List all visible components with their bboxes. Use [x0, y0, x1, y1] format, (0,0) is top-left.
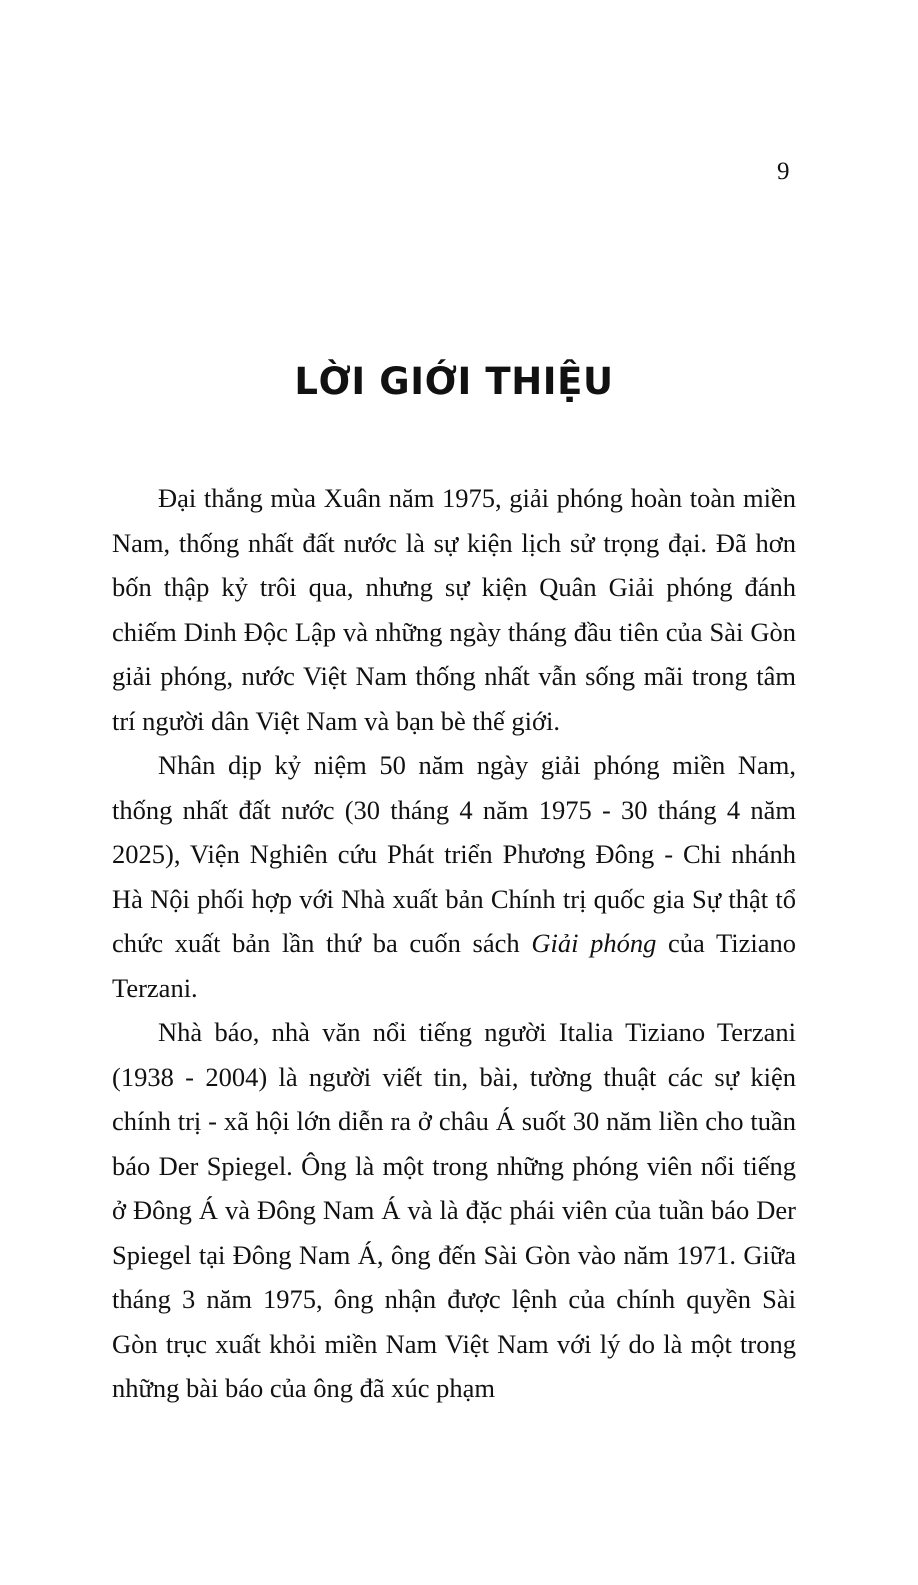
page-title: LỜI GIỚI THIỆU [294, 360, 614, 403]
body-paragraph-1: Đại thắng mùa Xuân năm 1975, giải phóng hoàn toàn miền Nam, thống nhất đất nước là sự kiện lịch sử trọng đại. Đã hơn bốn thập kỷ trôi qua, nhưng sự kiện Quân Giải phóng đánh chiếm Dinh Độc Lập và những ngày tháng đầu tiên của Sài Gòn giải phóng, nước Việt Nam thống nhất vẫn sống mãi trong tâm trí người dân Việt Nam và bạn bè thế giới. [112, 483, 796, 736]
page-number: 9 [777, 158, 790, 185]
page-content [112, 360, 796, 1411]
body-paragraph-3: Nhà báo, nhà văn nổi tiếng người Italia Tiziano Terzani (1938 - 2004) là người viết tin, bài, tường thuật các sự kiện chính trị - xã hội lớn diễn ra ở châu Á suốt 30 năm liền cho tuần báo Der Spiegel. Ông là một trong những phóng viên nổi tiếng ở Đông Á và Đông Nam Á và là đặc phái viên của tuần báo Der Spiegel tại Đông Nam Á, ông đến Sài Gòn vào năm 1971. Giữa tháng 3 năm 1975, ông nhận được lệnh của chính quyền Sài Gòn trục xuất khỏi miền Nam Việt Nam với lý do là một trong những bài báo của ông đã xúc phạm [112, 1017, 796, 1404]
body-paragraph-2: Nhân dịp kỷ niệm 50 năm ngày giải phóng miền Nam, thống nhất đất nước (30 tháng 4 năm 1975 - 30 tháng 4 năm 2025), Viện Nghiên cứu Phát triển Phương Đông - Chi nhánh Hà Nội phối hợp với Nhà xuất bản Chính trị quốc gia Sự thật tổ chức xuất bản lần thứ ba cuốn sách Giải phóng của Tiziano Terzani. [112, 750, 796, 1003]
